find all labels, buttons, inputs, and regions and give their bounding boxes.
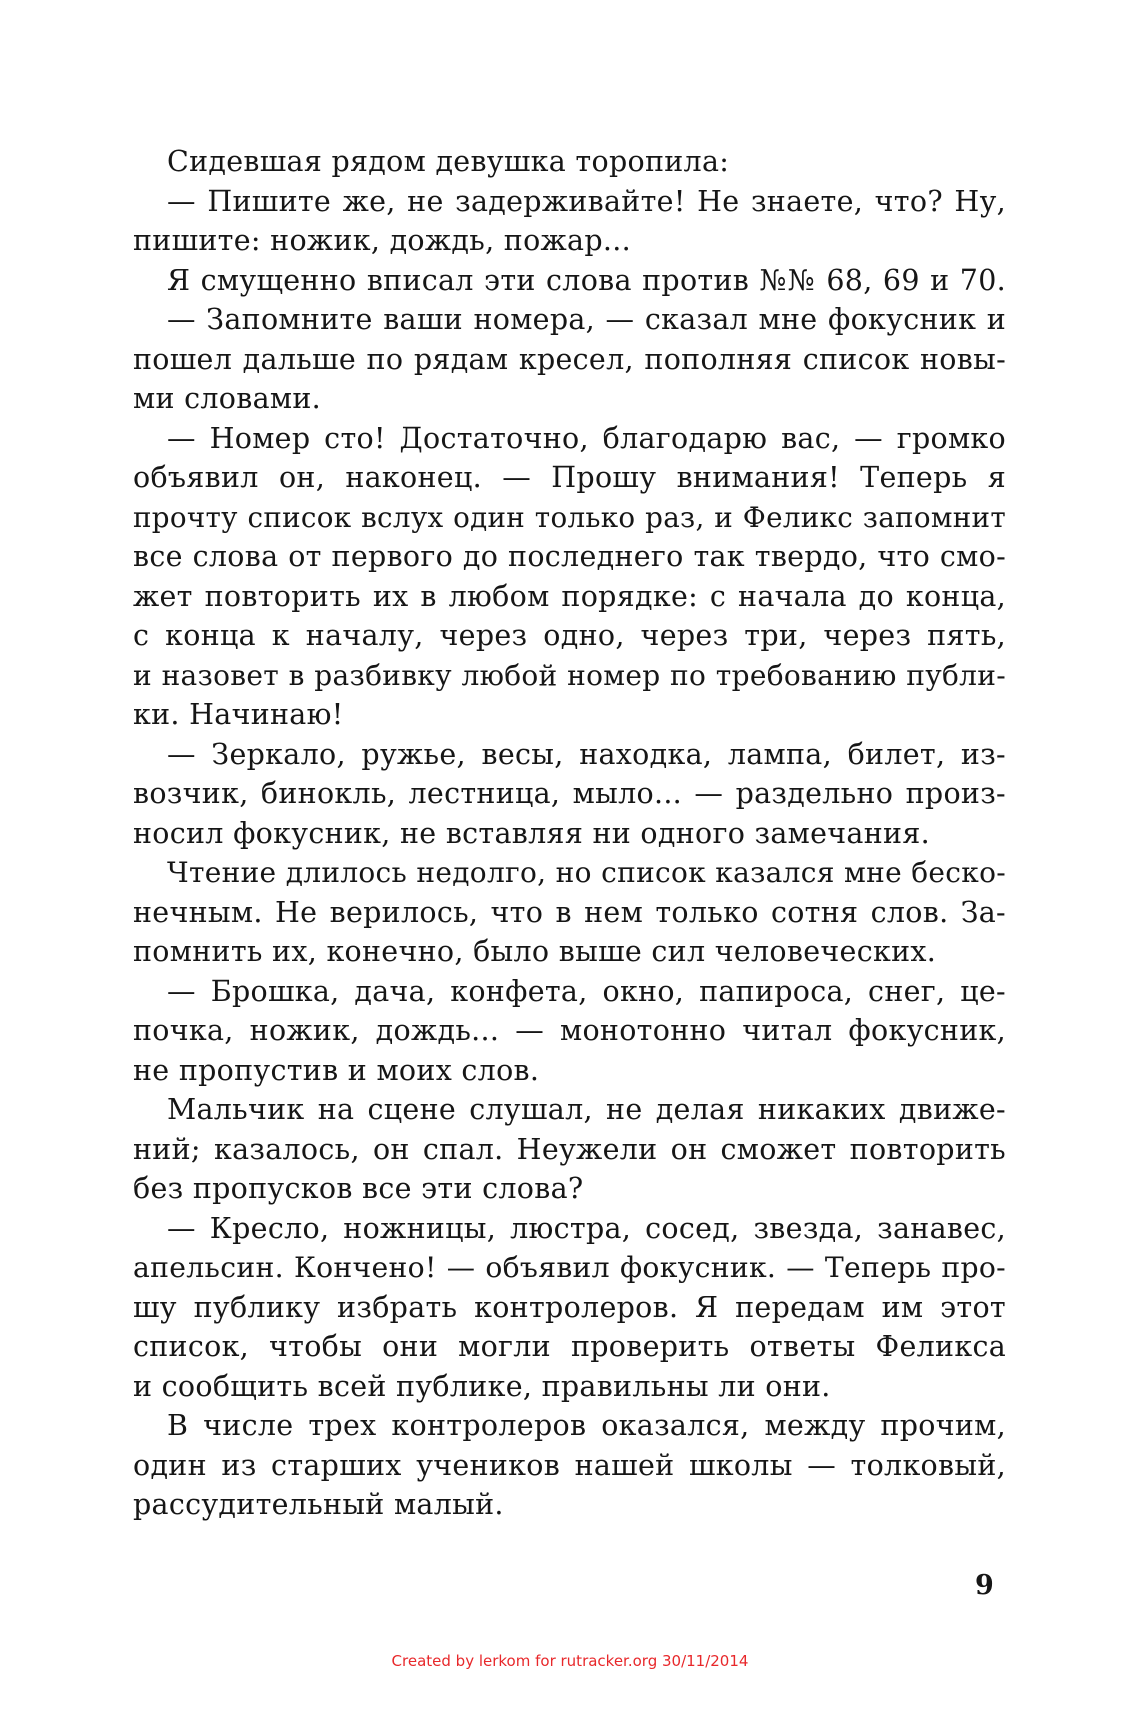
text-line: почка, ножик, дождь... — монотонно читал фокусник, [133,1014,1006,1047]
text-line: без пропусков все эти слова? [133,1172,584,1205]
text-line: — Кресло, ножницы, люстра, сосед, звезда, занавес, [167,1211,1006,1245]
text-line: апельсин. Кончено! — объявил фокусник. — Теперь про- [133,1251,1006,1284]
text-line: — Номер сто! Достаточно, благодарю вас, — громко [167,421,1006,455]
text-line: не пропустив и моих слов. [133,1053,540,1087]
text-line: Сидевшая рядом девушка торопила: [167,145,730,178]
text-line: носил фокусник, не вставляя ни одного замечания. [133,816,930,850]
text-line: ний; казалось, он спал. Неужели он сможет повторить [133,1132,1006,1166]
text-line: нечным. Не верилось, что в нем только сотня слов. За- [133,895,1006,929]
text-line: объявил он, наконец. — Прошу внимания! Теперь я [133,461,1006,494]
text-line: один из старших учеников нашей школы — толковый, [133,1448,1006,1482]
text-line: Чтение длилось недолго, но список казался мне беско- [167,856,1006,889]
text-line: пишите: ножик, дождь, пожар... [133,224,631,257]
text-line: — Зеркало, ружье, весы, находка, лампа, билет, из- [167,737,1006,771]
text-line: помнить их, конечно, было выше сил человеческих. [133,935,937,968]
text-line: возчик, бинокль, лестница, мыло... — раздельно произ- [133,777,1006,810]
text-line: с конца к началу, через одно, через три, через пять, [133,619,1006,652]
body-text [133,142,1006,1525]
text-line: все слова от первого до последнего так твердо, что смо- [133,540,1006,573]
text-line: пошел дальше по рядам кресел, пополняя список новы- [133,342,1006,376]
text-line: — Запомните ваши номера, — сказал мне фокусник и [167,303,1006,336]
text-line: и назовет в разбивку любой номер по требованию публи- [133,658,1006,692]
text-line: прочту список вслух один только раз, и Феликс запомнит [133,500,1006,534]
text-line: Мальчик на сцене слушал, не делая никаких движе- [167,1093,1006,1126]
page-number: 9 [975,1570,994,1601]
watermark: Created by lerkom for rutracker.org 30/11/2014 [391,1652,749,1670]
text-line: ми словами. [133,382,322,415]
text-line: Я смущенно вписал эти слова против №№ 68, 69 и 70. [167,263,1006,297]
text-line: список, чтобы они могли проверить ответы Феликса [133,1330,1006,1363]
text-line: рассудительный малый. [133,1488,504,1521]
text-line: шу публику избрать контролеров. Я передам им этот [133,1290,1006,1324]
text-line: ки. Начинаю! [133,698,344,731]
text-line: жет повторить их в любом порядке: с начала до конца, [133,579,1006,613]
text-line: В числе трех контролеров оказался, между прочим, [167,1409,1006,1442]
text-line: и сообщить всей публике, правильны ли они. [133,1369,831,1403]
text-line: — Брошка, дача, конфета, окно, папироса, снег, це- [167,974,1006,1008]
text-line: — Пишите же, не задерживайте! Не знаете, что? Ну, [167,184,1006,218]
